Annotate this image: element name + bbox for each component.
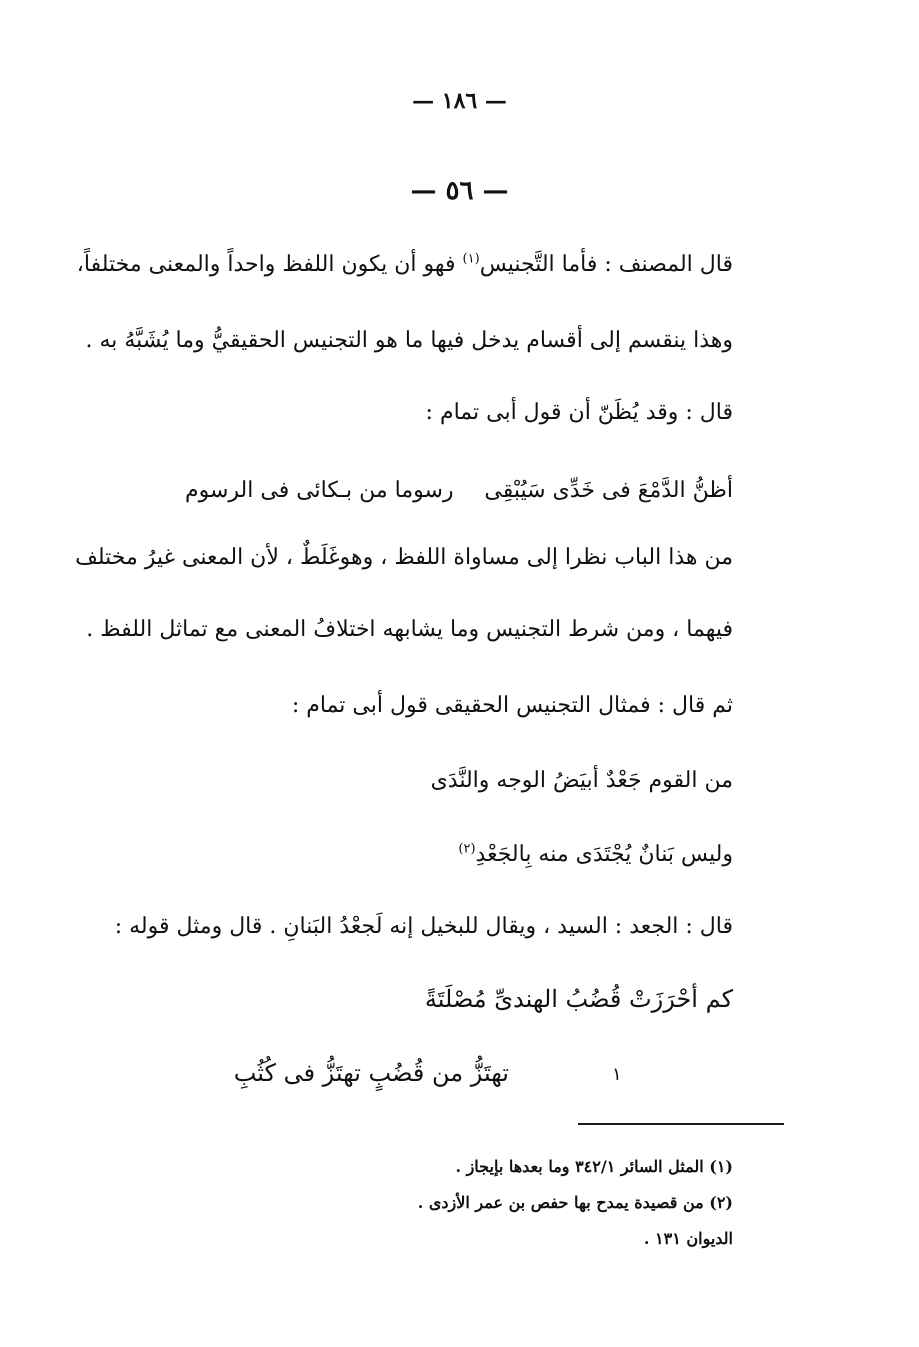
verse-3-line-1: كم أحْرَزَتْ قُضُبُ الهندىِّ مُصْلَتَةً <box>424 985 733 1013</box>
text-segment: فهو أن يكون اللفظ واحداً والمعنى مختلفاً، <box>76 252 456 277</box>
footnote-ref-2[interactable]: (٢) <box>458 841 476 857</box>
section-number: — ٥٦ — <box>410 176 509 206</box>
footnote-2: (٢) من قصيدة يمدح بها حفص بن عمر الأزدى . <box>417 1193 733 1212</box>
footnote-3: الديوان ١٣١ . <box>643 1229 733 1248</box>
paragraph-line-5: فيهما ، ومن شرط التجنيس وما يشابهه اختلافُ المعنى مع تماثل اللفظ . <box>86 617 733 642</box>
verse-1-hemistich-2: رسوما من بـكائى فى الرسوم <box>185 478 454 503</box>
paragraph-line-1 <box>77 250 733 280</box>
paragraph-line-4: من هذا الباب نظرا إلى مساواة اللفظ ، وهوغَلَطٌ ، لأن المعنى غيرُ مختلف <box>75 545 733 570</box>
paragraph-line-7: قال : الجعد : السيد ، ويقال للبخيل إنه لَجعْدُ البَنانِ . قال ومثل قوله : <box>114 914 733 939</box>
verse-1-hemistich-1: أظنُّ الدَّمْعَ فى خَدِّى سَيُبْقِى <box>484 478 733 503</box>
verse-text: وليس بَنانٌ يُجْتَدَى منه بِالجَعْدِ <box>475 842 733 867</box>
paragraph-line-6: ثم قال : فمثال التجنيس الحقيقى قول أبى تمام : <box>291 693 733 718</box>
verse-2-line-2 <box>173 840 733 870</box>
paragraph-line-3: قال : وقد يُظَنّ أن قول أبى تمام : <box>425 400 733 425</box>
verse-2-line-1: من القوم جَعْدٌ أبيَضُ الوجه والنَّدَى <box>430 768 733 793</box>
footnote-ref-1[interactable]: (١) <box>462 251 480 267</box>
page-number: — ١٨٦ — <box>412 88 507 114</box>
footnote-1: (١) المثل السائر ٣٤٢/١ وما بعدها بإيجاز . <box>455 1157 733 1176</box>
verse-3-line-2: تهتَزُّ من قُضُبٍ تهتَزُّ فى كُثُبِ <box>233 1059 509 1087</box>
text-segment: قال المصنف : فأما التَّجنيس <box>479 252 733 277</box>
stray-mark: ١ <box>612 1064 622 1085</box>
footnote-separator <box>578 1123 784 1125</box>
paragraph-line-2: وهذا ينقسم إلى أقسام يدخل فيها ما هو التجنيس الحقيقيُّ وما يُشَبَّهُ به . <box>85 328 733 353</box>
